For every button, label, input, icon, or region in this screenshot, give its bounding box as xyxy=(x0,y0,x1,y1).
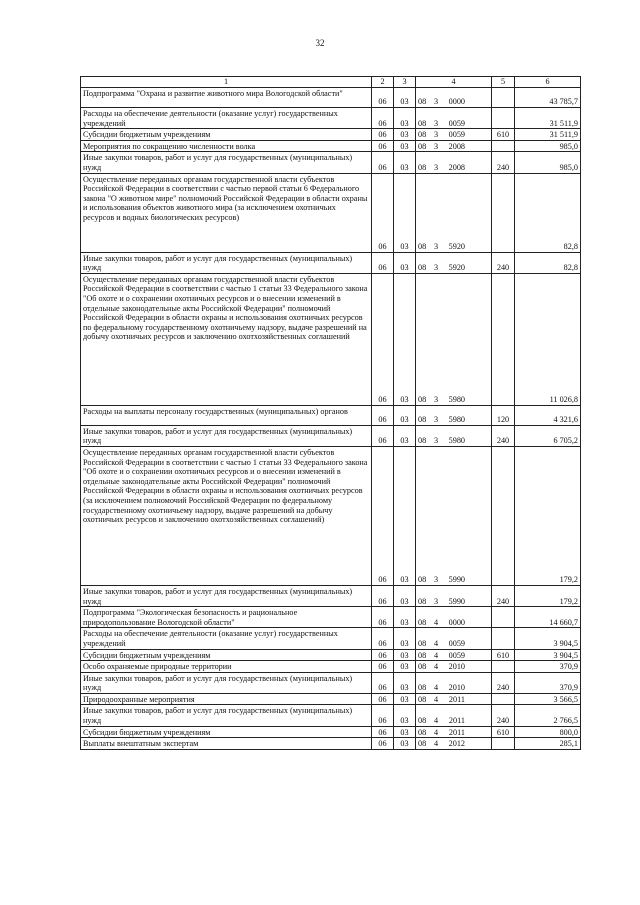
row-subsection: 03 xyxy=(394,649,416,661)
target-article-program: 08 xyxy=(418,575,427,585)
row-target-article xyxy=(416,425,492,446)
row-section: 06 xyxy=(372,108,394,129)
row-subsection: 03 xyxy=(394,585,416,606)
table-row xyxy=(81,446,581,585)
row-target-article xyxy=(416,108,492,129)
row-expense-type: 240 xyxy=(492,672,515,693)
table-row xyxy=(81,607,581,628)
target-article-subprogram: 3 xyxy=(434,241,439,251)
row-expense-type: 610 xyxy=(492,129,515,141)
table-row xyxy=(81,252,581,273)
row-subsection: 03 xyxy=(394,425,416,446)
target-article-program: 08 xyxy=(418,694,427,704)
target-article-program: 08 xyxy=(418,130,427,140)
row-name: Расходы на обеспечение деятельности (оказание услуг) государственных учреждений xyxy=(81,108,372,129)
target-article-code: 0059 xyxy=(448,638,465,648)
table-row xyxy=(81,585,581,606)
row-name: Иные закупки товаров, работ и услуг для государственных (муниципальных) нужд xyxy=(81,705,372,726)
row-amount: 6 705,2 xyxy=(515,425,581,446)
row-expense-type xyxy=(492,661,515,673)
row-target-article xyxy=(416,173,492,252)
row-section: 06 xyxy=(372,661,394,673)
target-article-subprogram: 3 xyxy=(434,130,439,140)
row-name: Субсидии бюджетным учреждениям xyxy=(81,726,372,738)
row-subsection: 03 xyxy=(394,446,416,585)
target-article-code: 5980 xyxy=(448,415,465,425)
row-amount: 3 904,5 xyxy=(515,649,581,661)
row-section: 06 xyxy=(372,88,394,108)
row-section: 06 xyxy=(372,252,394,273)
row-section: 06 xyxy=(372,273,394,405)
column-header: 2 xyxy=(372,77,394,88)
row-target-article xyxy=(416,726,492,738)
row-name: Расходы на обеспечение деятельности (оказание услуг) государственных учреждений xyxy=(81,628,372,649)
target-article-code: 0000 xyxy=(448,617,465,627)
row-section: 06 xyxy=(372,672,394,693)
target-article-program: 08 xyxy=(418,650,427,660)
row-subsection: 03 xyxy=(394,140,416,152)
target-article-code: 0059 xyxy=(448,130,465,140)
row-name: Субсидии бюджетным учреждениям xyxy=(81,129,372,141)
row-section: 06 xyxy=(372,585,394,606)
row-expense-type: 610 xyxy=(492,726,515,738)
row-section: 06 xyxy=(372,628,394,649)
column-header: 1 xyxy=(81,77,372,88)
target-article-program: 08 xyxy=(418,141,427,151)
row-target-article xyxy=(416,252,492,273)
row-subsection: 03 xyxy=(394,628,416,649)
row-amount: 43 785,7 xyxy=(515,88,581,108)
table-row xyxy=(81,649,581,661)
row-amount: 82,8 xyxy=(515,173,581,252)
column-header: 5 xyxy=(492,77,515,88)
budget-table xyxy=(80,76,581,750)
table-row xyxy=(81,140,581,152)
column-header: 3 xyxy=(394,77,416,88)
target-article-subprogram: 3 xyxy=(434,575,439,585)
row-amount: 11 026,8 xyxy=(515,273,581,405)
row-expense-type xyxy=(492,446,515,585)
row-amount: 985,0 xyxy=(515,140,581,152)
row-subsection: 03 xyxy=(394,129,416,141)
target-article-subprogram: 3 xyxy=(434,141,439,151)
row-subsection: 03 xyxy=(394,88,416,108)
target-article-subprogram: 3 xyxy=(434,436,439,446)
row-expense-type: 240 xyxy=(492,425,515,446)
target-article-program: 08 xyxy=(418,617,427,627)
row-amount: 3 904,5 xyxy=(515,628,581,649)
row-amount: 14 660,7 xyxy=(515,607,581,628)
row-target-article xyxy=(416,738,492,750)
target-article-code: 2011 xyxy=(448,694,465,704)
row-target-article xyxy=(416,273,492,405)
row-subsection: 03 xyxy=(394,607,416,628)
row-expense-type: 240 xyxy=(492,152,515,173)
row-name: Субсидии бюджетным учреждениям xyxy=(81,649,372,661)
row-name: Осуществление переданных органам государственной власти субъектов Российской Федерации в соответствии с частью 1 статьи 33 Федерального закона "Об охоте и о сохранении охотничьих ресурсов и о внесении изменений в отдельные законодательные акты Российской Федерации" полномочий Российской Федерации в области охраны и использования охотничьих ресурсов (за исключением полномочий Российской Федерации по федеральному государственному охотничьему надзору, выдаче разрешений на добычу охотничьих ресурсов и заключению охотхозяйственных соглашений) xyxy=(81,446,372,585)
target-article-subprogram: 3 xyxy=(434,263,439,273)
row-subsection: 03 xyxy=(394,252,416,273)
target-article-code: 5920 xyxy=(448,241,465,251)
page-number: 32 xyxy=(315,38,325,48)
row-amount: 370,9 xyxy=(515,672,581,693)
row-subsection: 03 xyxy=(394,672,416,693)
row-expense-type xyxy=(492,628,515,649)
row-amount: 285,1 xyxy=(515,738,581,750)
row-name: Выплаты внештатным экспертам xyxy=(81,738,372,750)
target-article-subprogram: 4 xyxy=(434,727,439,737)
table-row xyxy=(81,425,581,446)
row-section: 06 xyxy=(372,649,394,661)
row-name: Иные закупки товаров, работ и услуг для государственных (муниципальных) нужд xyxy=(81,252,372,273)
row-name: Иные закупки товаров, работ и услуг для государственных (муниципальных) нужд xyxy=(81,152,372,173)
row-name: Осуществление переданных органам государственной власти субъектов Российской Федерации в соответствии с частью 1 статьи 33 Федерального закона "Об охоте и о сохранении охотничьих ресурсов и о внесении изменений в отдельные законодательные акты Российской Федерации" полномочий Российской Федерации в области охраны и использования охотничьих ресурсов по федеральному государственному охотничьему надзору, выдаче разрешений на добычу охотничьих ресурсов и заключению охотхозяйственных соглашений xyxy=(81,273,372,405)
row-target-article xyxy=(416,129,492,141)
target-article-subprogram: 4 xyxy=(434,683,439,693)
row-target-article xyxy=(416,661,492,673)
column-header: 4 xyxy=(416,77,492,88)
table-row xyxy=(81,173,581,252)
target-article-code: 5980 xyxy=(448,436,465,446)
row-amount: 179,2 xyxy=(515,585,581,606)
row-subsection: 03 xyxy=(394,661,416,673)
target-article-code: 5990 xyxy=(448,575,465,585)
row-amount: 82,8 xyxy=(515,252,581,273)
row-section: 06 xyxy=(372,693,394,705)
row-amount: 179,2 xyxy=(515,446,581,585)
row-section: 06 xyxy=(372,738,394,750)
target-article-code: 0059 xyxy=(448,650,465,660)
row-section: 06 xyxy=(372,705,394,726)
row-name: Осуществление переданных органам государственной власти субъектов Российской Федерации в соответствии с частью первой статьи 6 Федерального закона "О животном мире" полномочий Российской Федерации в области охраны и использования объектов животного мира (за исключением охотничьих ресурсов и водных биологических ресурсов) xyxy=(81,173,372,252)
target-article-code: 5920 xyxy=(448,263,465,273)
table-body xyxy=(81,88,581,750)
row-expense-type xyxy=(492,607,515,628)
row-amount: 800,0 xyxy=(515,726,581,738)
row-name: Иные закупки товаров, работ и услуг для государственных (муниципальных) нужд xyxy=(81,672,372,693)
row-target-article xyxy=(416,693,492,705)
target-article-subprogram: 3 xyxy=(434,596,439,606)
target-article-program: 08 xyxy=(418,683,427,693)
target-article-subprogram: 3 xyxy=(434,97,439,107)
row-name: Мероприятия по сокращению численности волка xyxy=(81,140,372,152)
row-target-article xyxy=(416,672,492,693)
table-row xyxy=(81,273,581,405)
row-target-article xyxy=(416,585,492,606)
target-article-subprogram: 4 xyxy=(434,739,439,749)
table-row xyxy=(81,672,581,693)
target-article-program: 08 xyxy=(418,662,427,672)
table-row xyxy=(81,738,581,750)
table-row xyxy=(81,129,581,141)
target-article-program: 08 xyxy=(418,97,427,107)
target-article-code: 2012 xyxy=(448,739,465,749)
target-article-program: 08 xyxy=(418,395,427,405)
target-article-subprogram: 3 xyxy=(434,162,439,172)
target-article-code: 0059 xyxy=(448,118,465,128)
row-expense-type xyxy=(492,140,515,152)
table-row xyxy=(81,108,581,129)
row-target-article xyxy=(416,152,492,173)
row-name: Расходы на выплаты персоналу государственных (муниципальных) органов xyxy=(81,405,372,425)
table-row xyxy=(81,661,581,673)
target-article-program: 08 xyxy=(418,415,427,425)
table-row xyxy=(81,152,581,173)
target-article-program: 08 xyxy=(418,739,427,749)
row-section: 06 xyxy=(372,152,394,173)
target-article-code: 5990 xyxy=(448,596,465,606)
row-subsection: 03 xyxy=(394,726,416,738)
row-expense-type xyxy=(492,738,515,750)
row-amount: 370,9 xyxy=(515,661,581,673)
target-article-code: 2010 xyxy=(448,662,465,672)
target-article-program: 08 xyxy=(418,162,427,172)
row-expense-type: 240 xyxy=(492,585,515,606)
target-article-program: 08 xyxy=(418,638,427,648)
target-article-program: 08 xyxy=(418,727,427,737)
target-article-subprogram: 3 xyxy=(434,415,439,425)
row-expense-type xyxy=(492,173,515,252)
row-target-article xyxy=(416,628,492,649)
row-expense-type xyxy=(492,88,515,108)
row-expense-type xyxy=(492,693,515,705)
row-subsection: 03 xyxy=(394,693,416,705)
row-subsection: 03 xyxy=(394,705,416,726)
row-subsection: 03 xyxy=(394,273,416,405)
target-article-subprogram: 4 xyxy=(434,650,439,660)
row-name: Природоохранные мероприятия xyxy=(81,693,372,705)
row-subsection: 03 xyxy=(394,405,416,425)
row-amount: 3 566,5 xyxy=(515,693,581,705)
row-section: 06 xyxy=(372,140,394,152)
row-target-article xyxy=(416,446,492,585)
row-section: 06 xyxy=(372,129,394,141)
row-expense-type: 240 xyxy=(492,705,515,726)
row-name: Иные закупки товаров, работ и услуг для государственных (муниципальных) нужд xyxy=(81,585,372,606)
target-article-subprogram: 4 xyxy=(434,617,439,627)
row-subsection: 03 xyxy=(394,152,416,173)
row-expense-type: 120 xyxy=(492,405,515,425)
row-target-article xyxy=(416,705,492,726)
target-article-subprogram: 3 xyxy=(434,395,439,405)
row-amount: 2 766,5 xyxy=(515,705,581,726)
row-target-article xyxy=(416,140,492,152)
row-name: Иные закупки товаров, работ и услуг для государственных (муниципальных) нужд xyxy=(81,425,372,446)
target-article-code: 2011 xyxy=(448,727,465,737)
target-article-program: 08 xyxy=(418,118,427,128)
row-name: Подпрограмма "Экологическая безопасность и рациональное природопользование Вологодской области" xyxy=(81,607,372,628)
row-amount: 4 321,6 xyxy=(515,405,581,425)
row-subsection: 03 xyxy=(394,173,416,252)
row-target-article xyxy=(416,607,492,628)
target-article-program: 08 xyxy=(418,716,427,726)
row-target-article xyxy=(416,649,492,661)
row-expense-type xyxy=(492,273,515,405)
row-subsection: 03 xyxy=(394,738,416,750)
column-header: 6 xyxy=(515,77,581,88)
target-article-program: 08 xyxy=(418,436,427,446)
target-article-code: 5980 xyxy=(448,395,465,405)
row-section: 06 xyxy=(372,173,394,252)
row-section: 06 xyxy=(372,405,394,425)
target-article-code: 2010 xyxy=(448,683,465,693)
row-section: 06 xyxy=(372,726,394,738)
target-article-subprogram: 4 xyxy=(434,662,439,672)
row-expense-type: 610 xyxy=(492,649,515,661)
table-header-row xyxy=(81,77,581,88)
target-article-subprogram: 4 xyxy=(434,638,439,648)
table-row xyxy=(81,693,581,705)
row-section: 06 xyxy=(372,446,394,585)
target-article-subprogram: 3 xyxy=(434,118,439,128)
table-row xyxy=(81,705,581,726)
target-article-program: 08 xyxy=(418,596,427,606)
row-expense-type xyxy=(492,108,515,129)
row-amount: 31 511,9 xyxy=(515,129,581,141)
row-name: Особо охраняемые природные территории xyxy=(81,661,372,673)
target-article-subprogram: 4 xyxy=(434,716,439,726)
row-amount: 31 511,9 xyxy=(515,108,581,129)
target-article-program: 08 xyxy=(418,263,427,273)
table-row xyxy=(81,88,581,108)
row-section: 06 xyxy=(372,607,394,628)
row-amount: 985,0 xyxy=(515,152,581,173)
target-article-code: 2011 xyxy=(448,716,465,726)
table-row xyxy=(81,628,581,649)
table-row xyxy=(81,726,581,738)
row-expense-type: 240 xyxy=(492,252,515,273)
row-subsection: 03 xyxy=(394,108,416,129)
row-name: Подпрограмма "Охрана и развитие животного мира Вологодской области" xyxy=(81,88,372,108)
target-article-code: 0000 xyxy=(448,97,465,107)
row-target-article xyxy=(416,88,492,108)
row-target-article xyxy=(416,405,492,425)
target-article-subprogram: 4 xyxy=(434,694,439,704)
table-row xyxy=(81,405,581,425)
target-article-code: 2008 xyxy=(448,162,465,172)
target-article-program: 08 xyxy=(418,241,427,251)
target-article-code: 2008 xyxy=(448,141,465,151)
row-section: 06 xyxy=(372,425,394,446)
